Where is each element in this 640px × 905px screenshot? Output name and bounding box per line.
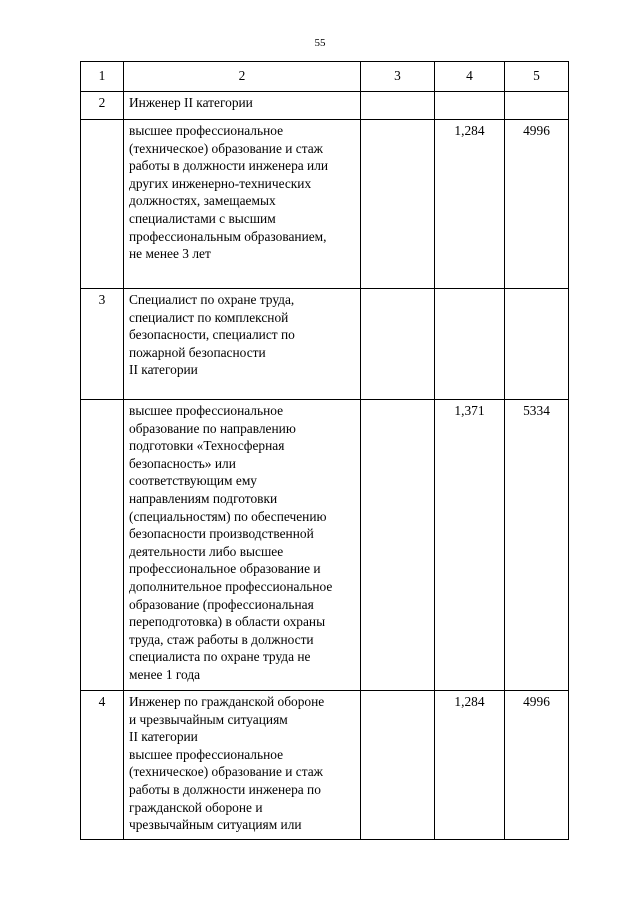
description-line: переподготовка) в области охраны xyxy=(129,614,326,630)
coefficient-cell xyxy=(435,289,505,400)
position-description-cell xyxy=(124,400,361,691)
description-line: высшее профессиональное xyxy=(129,746,284,762)
page-number: 55 xyxy=(314,37,326,49)
column-3-cell xyxy=(361,691,435,840)
header-cell-5: 5 xyxy=(505,62,569,92)
description-line: соответствующим ему xyxy=(129,473,257,489)
description-line: пожарной безопасности xyxy=(129,344,266,360)
description-line: дополнительное профессиональное xyxy=(129,578,333,594)
description-line: безопасность» или xyxy=(129,455,236,471)
description-line: безопасности производственной xyxy=(129,526,314,542)
header-cell-4: 4 xyxy=(435,62,505,92)
salary-cell: 5334 xyxy=(505,400,569,691)
description-line: должностях, замещаемых xyxy=(129,193,276,209)
salary-cell xyxy=(505,92,569,120)
salary-cell: 4996 xyxy=(505,120,569,289)
description-line: специалистами с высшим xyxy=(129,210,276,226)
column-3-cell xyxy=(361,92,435,120)
coefficient-cell xyxy=(435,92,505,120)
description-line: II категории xyxy=(129,362,198,378)
column-3-cell xyxy=(361,400,435,691)
salary-cell xyxy=(505,289,569,400)
description-line: II категории xyxy=(129,729,198,745)
description-line: (техническое) образование и стаж xyxy=(129,764,323,780)
description-line: гражданской обороне и xyxy=(129,799,263,815)
description-line: Инженер по гражданской обороне xyxy=(129,694,325,709)
description-line: не менее 3 лет xyxy=(129,246,211,262)
description-line: Специалист по охране труда, xyxy=(129,292,295,307)
row-number-cell: 2 xyxy=(81,92,124,120)
position-description-cell xyxy=(124,92,361,120)
description-line: профессиональное образование и xyxy=(129,561,321,577)
row-number-cell xyxy=(81,120,124,289)
description-line: образование (профессиональная xyxy=(129,596,314,612)
table-row xyxy=(81,400,569,691)
column-3-cell xyxy=(361,289,435,400)
column-3-cell xyxy=(361,120,435,289)
header-cell-3: 3 xyxy=(361,62,435,92)
description-line: высшее профессиональное xyxy=(129,403,284,418)
header-cell-1: 1 xyxy=(81,62,124,92)
qualification-table xyxy=(80,61,569,840)
description-line: других инженерно-технических xyxy=(129,175,312,191)
description-line: образование по направлению xyxy=(129,420,296,436)
description-line: работы в должности инженера по xyxy=(129,781,321,797)
table-row xyxy=(81,120,569,289)
coefficient-cell: 1,284 xyxy=(435,691,505,840)
row-number-cell xyxy=(81,400,124,691)
position-description-cell xyxy=(124,691,361,840)
description-line: (специальностям) по обеспечению xyxy=(129,508,327,524)
description-line: менее 1 года xyxy=(129,666,201,682)
table-row xyxy=(81,289,569,400)
table-header-row xyxy=(81,62,569,92)
description-line: специалист по комплексной xyxy=(129,309,289,325)
table-row xyxy=(81,92,569,120)
description-line: направлениям подготовки xyxy=(129,490,278,506)
header-cell-2: 2 xyxy=(124,62,361,92)
row-number-cell: 4 xyxy=(81,691,124,840)
description-line: (техническое) образование и стаж xyxy=(129,140,323,156)
table-row xyxy=(81,691,569,840)
description-line: специалиста по охране труда не xyxy=(129,649,311,665)
salary-cell: 4996 xyxy=(505,691,569,840)
position-description-cell xyxy=(124,289,361,400)
description-line: работы в должности инженера или xyxy=(129,158,329,174)
description-line: высшее профессиональное xyxy=(129,123,284,138)
coefficient-cell: 1,284 xyxy=(435,120,505,289)
row-number-cell: 3 xyxy=(81,289,124,400)
position-description-cell xyxy=(124,120,361,289)
coefficient-cell: 1,371 xyxy=(435,400,505,691)
description-line: подготовки «Техносферная xyxy=(129,438,285,454)
description-line: профессиональным образованием, xyxy=(129,228,327,244)
description-line: безопасности, специалист по xyxy=(129,327,295,343)
description-line: и чрезвычайным ситуациям xyxy=(129,711,288,727)
description-line: Инженер II категории xyxy=(129,95,253,110)
description-line: труда, стаж работы в должности xyxy=(129,631,314,647)
description-line: деятельности либо высшее xyxy=(129,543,284,559)
description-line: чрезвычайным ситуациям или xyxy=(129,817,302,833)
